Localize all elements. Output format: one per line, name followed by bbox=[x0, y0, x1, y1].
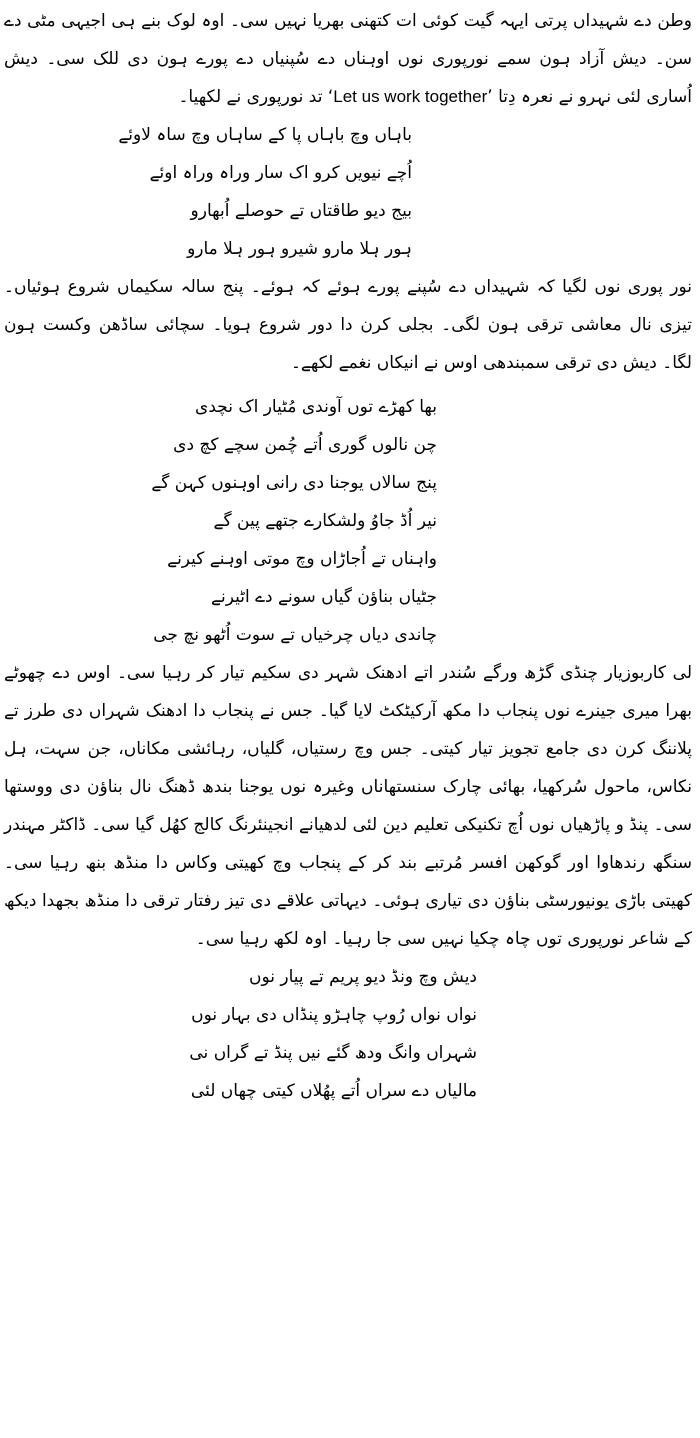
intro-line: وطن دے شہیداں پرتی ایہہ گیت کوئی ات کتھنی بھریا نہیں سی۔ اوہ لوک بنے ہی اجیہی مٹی دے سن۔ دیش آزاد ہون سمے نورپوری نوں اوہناں دے سُپنیاں دے پورے ہون دی للک سی۔ دیش اُساری لئی نہرو نے نعرہ دِتا bbox=[4, 11, 692, 107]
verse-line: بیج دیو طاقتاں تے حوصلے اُبھارو bbox=[190, 201, 412, 221]
paragraph-2-text: نور پوری نوں لگیا کہ شہیداں دے سُپنے پورے ہوئے کہ ہوئے۔ پنج سالہ سکیماں شروع ہوئیاں۔ تیزی نال معاشی ترقی ہون لگی۔ بجلی کرن دا دور شروع ہویا۔ سچائی ساڈھن وکست ہون لگا۔ دیش دی ترقی سمبندھی اوس نے انیکاں نغمے لکھے۔ bbox=[4, 277, 692, 373]
verse-block-3 bbox=[4, 958, 692, 1110]
intro-text: وطن دے شہیداں پرتی ایہہ گیت کوئی ات کتھنی بھریا نہیں سی۔ اوہ لوک بنے ہی اجیہی مٹی دے سن۔ دیش آزاد ہون سمے نورپوری نوں اوہناں دے سُپنیاں دے پورے ہون دی للک سی۔ دیش اُساری لئی نہرو نے نعرہ دِتا ’Let us work together‘ تد نورپوری نے لکھیا۔ bbox=[4, 11, 692, 107]
verse-line: پنج سالاں یوجنا دی رانی اوہنوں کہن گے bbox=[151, 473, 437, 493]
verse-line: چاندی دیاں چرخیاں تے سوت اُٹھو نچ جی bbox=[153, 625, 437, 645]
english-slogan: Let us work together bbox=[333, 87, 488, 106]
verse-line: بھا کھڑے توں آوندی مُٹیار اک نچدی bbox=[195, 397, 437, 417]
intro-line-end: تد نورپوری نے لکھیا۔ bbox=[178, 87, 323, 107]
verse-line: اُچے نیویں کرو اک سار وراہ وراہ اوئے bbox=[149, 163, 412, 183]
paragraph-3 bbox=[4, 654, 692, 958]
verse-line: ہور ہلا مارو شیرو ہور ہلا مارو bbox=[187, 239, 412, 259]
verse-line: جٹیاں بناؤن گیاں سونے دے اٹیرنے bbox=[211, 587, 437, 607]
intro-paragraph bbox=[4, 2, 692, 116]
verse-block-1 bbox=[4, 116, 692, 268]
verse-line: چن نالوں گوری اُتے چُمن سچے کچ دی bbox=[173, 435, 437, 455]
verse-block-2 bbox=[4, 388, 692, 654]
verse-line: باہاں وچ باہاں پا کے ساہاں وچ ساہ لاوئے bbox=[118, 125, 412, 145]
verse-line: شہراں وانگ ودھ گئے نیں پنڈ تے گراں نی bbox=[189, 1043, 477, 1063]
paragraph-3-text: لی کاربوزیار چنڈی گڑھ ورگے سُندر اتے ادھنک شہر دی سکیم تیار کر رہیا سی۔ اوس دے چھوٹے بھرا میری جینرے نوں پنجاب دا مکھ آرکیٹکٹ لایا گیا۔ جس نے پنجاب دا ادھنک شہراں دی طرز تے پلاننگ کرن دی جامع تجویز تیار کیتی۔ جس وچ رستیاں، گلیاں، رہائشی مکاناں، جن سہت، ہل نکاس، ماحول سُرکھیا، بھائی چارک سنستھاناں وغیرہ نوں یوجنا بندھ ڈھنگ نال بناؤن دی ووستھا سی۔ پنڈ و پاڑھیاں نوں اُچ تکنیکی تعلیم دین لئی لدھیانے انجینئرنگ کالج کھُل گیا سی۔ ڈاکٹر مہندر سنگھ رندھاوا اور گوکھن افسر مُرتبے بند کر کے پنجاب وچ کھیتی وکاس دا منڈھ بنھ رہیا سی۔ کھیتی باڑی یونیورسٹی بناؤن دی تیاری ہوئی۔ دیہاتی علاقے دی تیز رفتار ترقی دا منڈھ بجھدا دیکھ کے شاعر نورپوری توں چاہ چکیا نہیں سی جا رہیا۔ اوہ لکھ رہیا سی۔ bbox=[4, 663, 692, 949]
paragraph-2 bbox=[4, 268, 692, 382]
verse-line: نیر اُڈ جاوُ ولشکارے جتھے پین گے bbox=[213, 511, 437, 531]
verse-line: واہناں تے اُجاڑاں وچ موتی اوہنے کیرنے bbox=[167, 549, 437, 569]
verse-line: دیش وچ ونڈ دیو پریم تے پیار نوں bbox=[248, 967, 477, 987]
verse-line: نواں نواں رُوپ چاہڑو پنڈاں دی بہار نوں bbox=[191, 1005, 477, 1025]
verse-line: مالیاں دے سراں اُتے پھُلاں کیتی چھاں لئی bbox=[190, 1081, 477, 1101]
